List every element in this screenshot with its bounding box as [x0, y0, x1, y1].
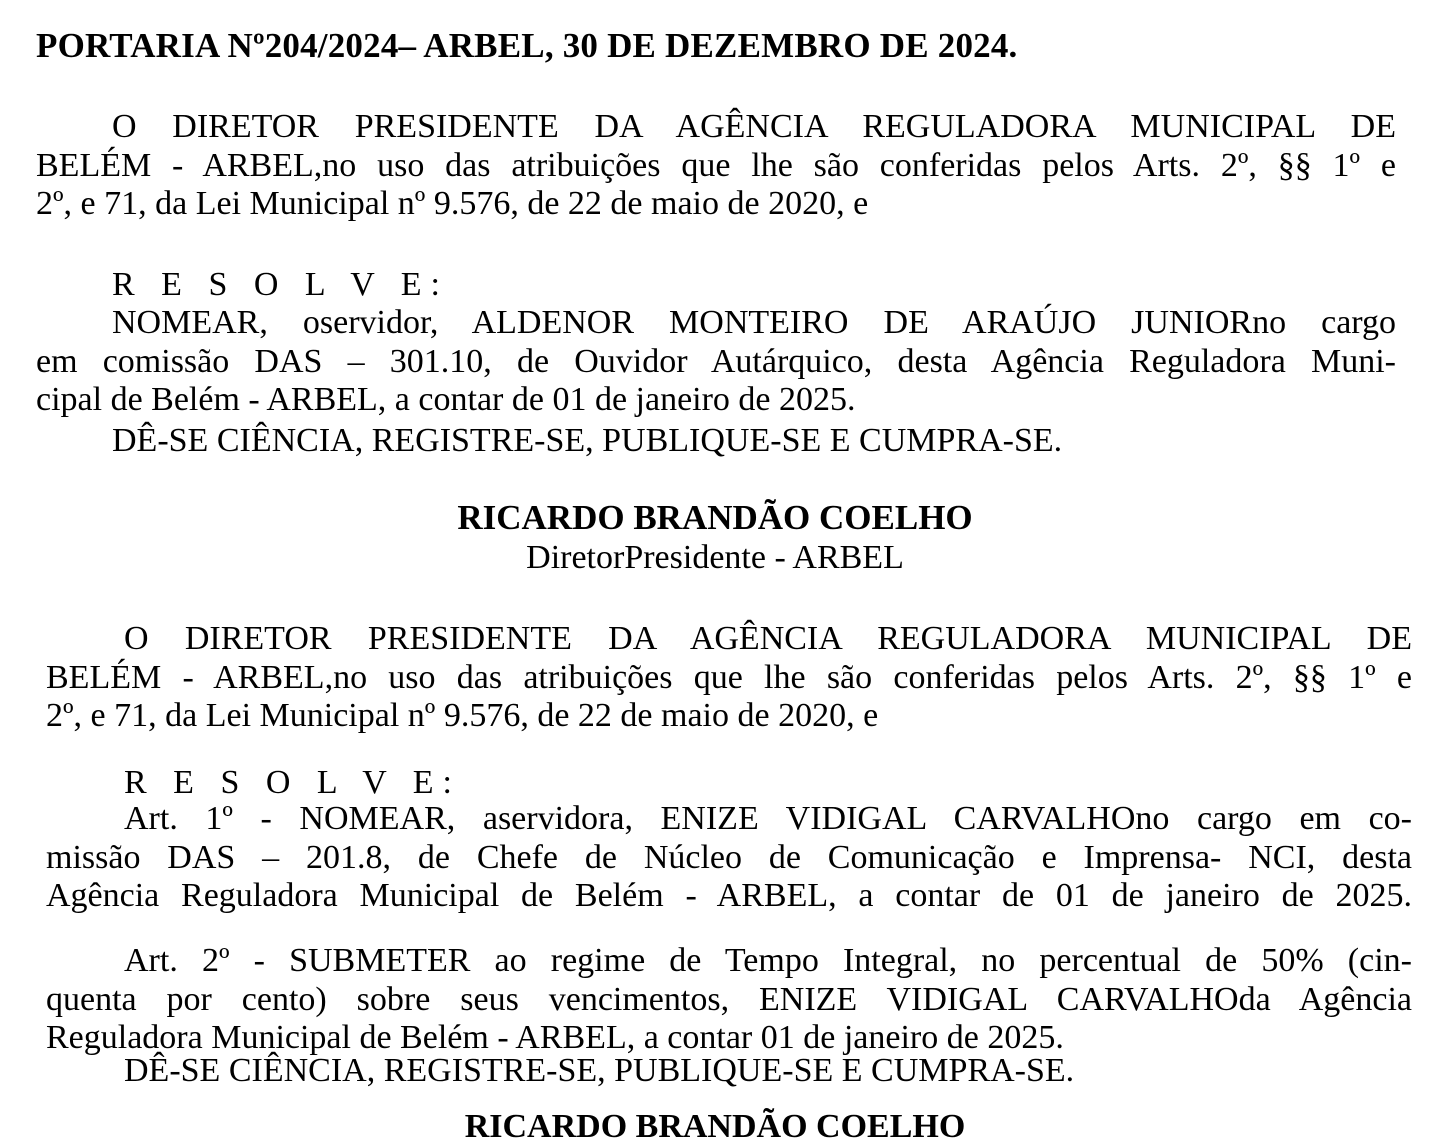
signatory-name: RICARDO BRANDÃO COELHO	[457, 498, 973, 537]
preamble-line: BELÉM - ARBEL,no uso das atribuições que lhe são conferidas pelos Arts. 2º, §§ 1º e	[36, 146, 1396, 184]
portaria2-art2	[46, 942, 1412, 1058]
art2-line: Reguladora Municipal de Belém - ARBEL, a contar 01 de janeiro de 2025.	[46, 1019, 1064, 1056]
portaria2-preamble	[46, 620, 1412, 736]
art1-line: Art. 1º - NOMEAR, aservidora, ENIZE VIDIGAL CARVALHOno cargo em co-	[124, 800, 1412, 837]
art2-line: quenta por cento) sobre seus vencimentos, ENIZE VIDIGAL CARVALHOda Agência	[46, 980, 1412, 1018]
portaria1-body	[36, 304, 1396, 420]
art1-line: Agência Reguladora Municipal de Belém - ARBEL, a contar de 01 de janeiro de 2025.	[46, 877, 1412, 914]
signatory-role: DiretorPresidente - ARBEL	[526, 539, 904, 576]
preamble-line: O DIRETOR PRESIDENTE DA AGÊNCIA REGULADORA MUNICIPAL DE	[112, 108, 1396, 145]
portaria2-art1	[46, 800, 1412, 916]
document-title: PORTARIA Nº204/2024– ARBEL, 30 DE DEZEMBRO DE 2024.	[36, 26, 1018, 65]
art1-line: missão DAS – 201.8, de Chefe de Núcleo de Comunicação e Imprensa- NCI, desta	[46, 838, 1412, 876]
signatory-name-cut	[0, 1108, 1430, 1145]
portaria2-resolve: R E S O L V E:	[124, 764, 461, 801]
preamble-line: 2º, e 71, da Lei Municipal nº 9.576, de 22 de maio de 2020, e	[46, 697, 879, 734]
preamble-line: O DIRETOR PRESIDENTE DA AGÊNCIA REGULADORA MUNICIPAL DE	[124, 620, 1412, 657]
signatory-name-partial: RICARDO BRANDÃO COELHO	[464, 1108, 966, 1145]
preamble-line: BELÉM - ARBEL,no uso das atribuições que lhe são conferidas pelos Arts. 2º, §§ 1º e	[46, 658, 1412, 696]
portaria2-closing: DÊ-SE CIÊNCIA, REGISTRE-SE, PUBLIQUE-SE E CUMPRA-SE.	[124, 1052, 1075, 1089]
portaria1-closing: DÊ-SE CIÊNCIA, REGISTRE-SE, PUBLIQUE-SE E CUMPRA-SE.	[112, 422, 1063, 459]
body-line: cipal de Belém - ARBEL, a contar de 01 de janeiro de 2025.	[36, 381, 856, 418]
body-line: em comissão DAS – 301.10, de Ouvidor Autárquico, desta Agência Reguladora Muni-	[36, 342, 1396, 380]
portaria1-resolve: R E S O L V E:	[112, 266, 449, 303]
preamble-line: 2º, e 71, da Lei Municipal nº 9.576, de 22 de maio de 2020, e	[36, 185, 869, 222]
body-line: NOMEAR, oservidor, ALDENOR MONTEIRO DE ARAÚJO JUNIORno cargo	[112, 304, 1396, 341]
art2-line: Art. 2º - SUBMETER ao regime de Tempo Integral, no percentual de 50% (cin-	[124, 942, 1412, 979]
portaria1-preamble	[36, 108, 1396, 224]
